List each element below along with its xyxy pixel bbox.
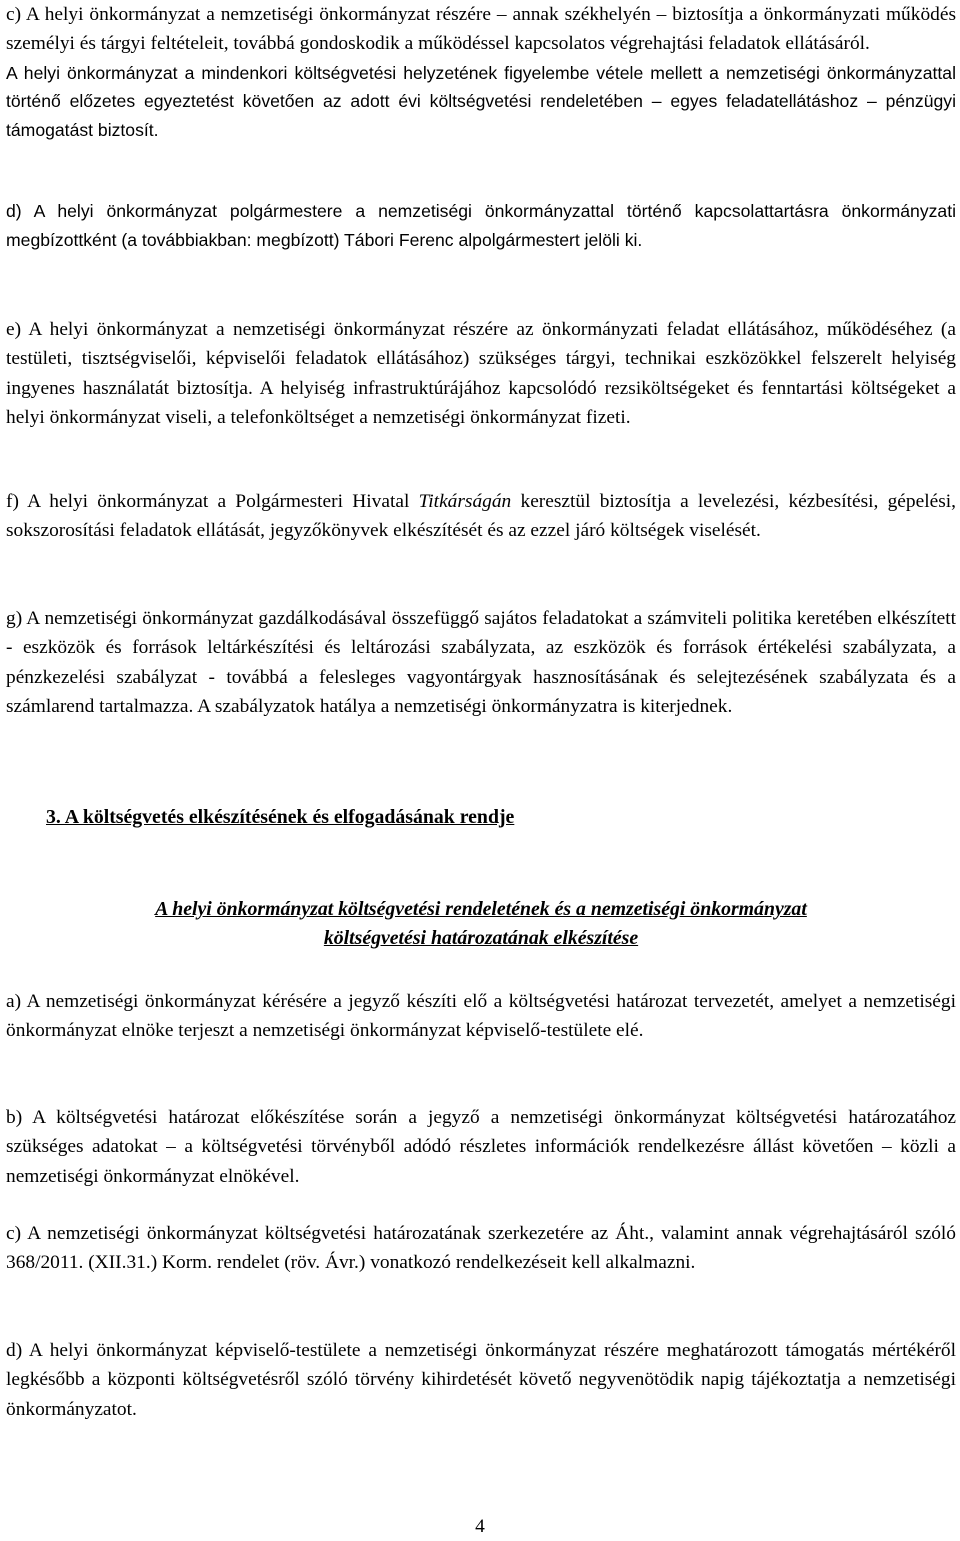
budget-item-d	[6, 1336, 956, 1424]
section-f-text-after: keresztül biztosítja a levelezési, kézbesítési, gépelési, sokszorosítási feladatok ellátását, jegyzőkönyvek elkészítését és az ezzel járó költségek viselését.	[6, 491, 956, 542]
section-f	[6, 487, 956, 546]
subheading	[6, 895, 956, 953]
section-f-text-before: f) A helyi önkormányzat a Polgármesteri Hivatal	[6, 491, 419, 512]
budget-item-a	[6, 987, 956, 1046]
budget-item-c-paragraph: c) A nemzetiségi önkormányzat költségvetési határozatának szerkezetére az Áht., valamint annak végrehajtásáról szóló 368/2011. (XII.31.) Korm. rendelet (röv. Ávr.) vonatkozó rendelkezéseit kell alkalmazni.	[6, 1223, 956, 1274]
section-d-paragraph: d) A helyi önkormányzat polgármestere a nemzetiségi önkormányzattal történő kapcsolattartásra önkormányzati megbízottként (a továbbiakban: megbízott) Tábori Ferenc alpolgármestert jelöli ki.	[6, 201, 956, 251]
section-g	[6, 604, 956, 722]
section-heading: 3. A költségvetés elkészítésének és elfogadásának rendje	[46, 806, 515, 828]
budget-item-a-paragraph: a) A nemzetiségi önkormányzat kérésére a jegyző készíti elő a költségvetési határozat tervezetét, amelyet a nemzetiségi önkormányzat elnöke terjeszt a nemzetiségi önkormányzat képviselő-testülete elé.	[6, 991, 956, 1042]
page-number: 4	[475, 1516, 485, 1537]
subheading-line-2: költségvetési határozatának elkészítése	[323, 927, 639, 949]
budget-item-b-paragraph: b) A költségvetési határozat előkészítése során a jegyző a nemzetiségi önkormányzat költségvetési határozatához szükséges adatokat – a költségvetési törvényből adódó részletes információk rendelkezésre állást követően – közli a nemzetiségi önkormányzat elnökével.	[6, 1107, 956, 1187]
section-e-paragraph: e) A helyi önkormányzat a nemzetiségi önkormányzat részére az önkormányzati feladat ellátásához, működéséhez (a testületi, tisztségviselői, képviselői feladatok ellátásához) szükséges tárgyi, technikai eszközökkel felszerelt helyiség ingyenes használatát biztosítja. A helyiség infrastruktúrájához kapcsolódó rezsiköltségeket és fenntartási költségeket a helyi önkormányzat viseli, a telefonköltséget a nemzetiségi önkormányzat fizeti.	[6, 319, 956, 429]
subheading-line-1: A helyi önkormányzat költségvetési rendeletének és a nemzetiségi önkormányzat	[155, 898, 807, 920]
section-f-italic-text: Titkárságán	[418, 491, 512, 512]
section-c-paragraph-1: c) A helyi önkormányzat a nemzetiségi önkormányzat részére – annak székhelyén – biztosítja a önkormányzati működés személyi és tárgyi feltételeit, továbbá gondoskodik a működéssel kapcsolatos végrehajtási feladatok ellátásáról.	[6, 4, 956, 55]
section-e	[6, 315, 956, 433]
budget-item-d-paragraph: d) A helyi önkormányzat képviselő-testülete a nemzetiségi önkormányzat részére meghatározott támogatás mértékéről legkésőbb a központi költségvetésről szóló törvény kihirdetését követő negyvenötödik napig tájékoztatja a nemzetiségi önkormányzatot.	[6, 1340, 956, 1420]
section-d	[6, 197, 956, 256]
section-c	[6, 0, 956, 145]
budget-item-c	[6, 1219, 956, 1278]
budget-item-b	[6, 1103, 956, 1191]
section-f-paragraph	[6, 487, 956, 546]
section-c-paragraph-2: A helyi önkormányzat a mindenkori költségvetési helyzetének figyelembe vétele mellett a nemzetiségi önkormányzattal történő előzetes egyeztetést követően az adott évi költségvetési rendeletében – egyes feladatellátáshoz – pénzügyi támogatást biztosít.	[6, 62, 956, 140]
section-g-paragraph: g) A nemzetiségi önkormányzat gazdálkodásával összefüggő sajátos feladatokat a számviteli politika keretében elkészített - eszközök és források leltárkészítési és leltározási szabályzata, az eszközök és források értékelési szabályzata, a pénzkezelési szabályzat - továbbá a felesleges vagyontárgyak hasznosításának és selejtezésének szabályzata és a számlarend tartalmazza. A szabályzatok hatálya a nemzetiségi önkormányzatra is kiterjednek.	[6, 608, 956, 718]
